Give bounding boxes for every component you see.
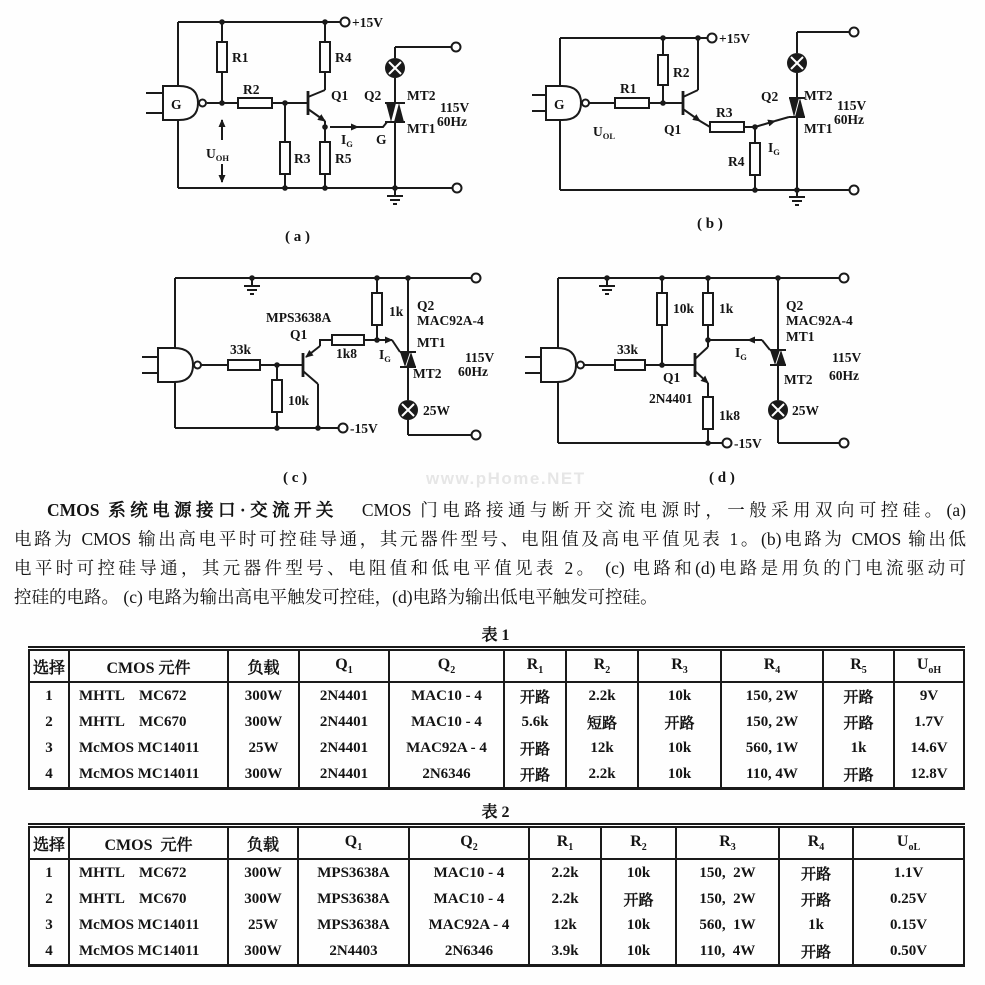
column-header xyxy=(721,649,823,683)
terminal xyxy=(850,28,859,37)
table-cell: 10k xyxy=(638,761,721,789)
table-cell: 1.1V xyxy=(853,859,964,886)
table-cell: 2N4401 xyxy=(299,682,389,709)
table-cell: 开路 xyxy=(779,859,853,886)
table-cell: 10k xyxy=(601,938,676,966)
resistor-r5 xyxy=(320,142,330,174)
circuit-d xyxy=(525,274,862,487)
table-cell: 4 xyxy=(45,942,53,959)
table-cell: 150, 2W xyxy=(721,682,823,709)
resistor-r4 xyxy=(320,42,330,72)
table-cell: 2.2k xyxy=(529,859,601,886)
table-cell: 开路 xyxy=(779,886,853,912)
table-cell: 0.50V xyxy=(853,938,964,966)
table-cell: MAC10 - 4 xyxy=(409,859,529,886)
resistor-r4 xyxy=(750,143,760,175)
table-cell: 2 xyxy=(45,713,53,730)
table-cell: 12k xyxy=(529,912,601,938)
table1-title: 表 1 xyxy=(481,627,510,644)
lamp-icon xyxy=(787,53,807,73)
terminal xyxy=(339,424,348,433)
description-paragraph xyxy=(14,496,966,612)
paragraph-text: 电平时可控硅导通，其元器件型号、电阻值和低电平值见表 2。 (c) 电路和(d)电路是用负的门电流驱动可 xyxy=(14,558,966,578)
column-header-text: R xyxy=(850,655,862,673)
header-row xyxy=(29,826,964,860)
r-1k8-label: 1k8 xyxy=(336,346,358,361)
column-header-text: U xyxy=(896,832,909,850)
triac-icon xyxy=(789,98,805,117)
circuit-b xyxy=(532,28,867,233)
mt1-label: MT1 xyxy=(407,121,436,136)
table-cell: 3.9k xyxy=(529,938,601,966)
ig-label: $I_G$ xyxy=(341,132,353,149)
gate-label: G xyxy=(554,97,565,112)
column-header-text: R xyxy=(763,655,776,673)
ac-voltage-label: 115V xyxy=(465,350,495,365)
table-cell: MPS3638A xyxy=(298,912,409,938)
paragraph-text: 控硅的电路。 (c) 电路为输出高电平触发可控硅，(d)电路为输出低电平触发可控硅。 xyxy=(14,587,658,607)
r-10k-label: 10k xyxy=(673,301,695,316)
lamp-icon xyxy=(768,400,788,420)
table-cell: 开路 xyxy=(601,886,676,912)
column-header-text: CMOS 元件 xyxy=(106,659,191,677)
resistor-r2 xyxy=(238,98,272,108)
table-cell: 10k xyxy=(638,735,721,761)
collector-wire xyxy=(308,90,325,97)
table-cell: MAC10 - 4 xyxy=(409,886,529,912)
column-header-text: R xyxy=(556,832,569,850)
column-header xyxy=(504,649,566,683)
table-cell: McMOS MC14011 xyxy=(69,912,228,938)
table-cell: 300W xyxy=(228,938,298,966)
table-cell: MAC10 - 4 xyxy=(389,709,504,735)
column-header xyxy=(601,826,676,860)
lamp-icon xyxy=(385,58,405,78)
table-row xyxy=(29,761,964,789)
r2-label: R2 xyxy=(673,65,690,80)
table-cell: 10k xyxy=(601,912,676,938)
table-row xyxy=(29,735,964,761)
ig-label: $I_G$ xyxy=(768,140,780,157)
column-header-text: R xyxy=(719,832,731,850)
table-1 xyxy=(28,646,965,790)
terminal xyxy=(708,34,717,43)
table-cell: 1k xyxy=(823,735,894,761)
column-header-text: Q xyxy=(335,655,348,673)
ac-freq-label: 60Hz xyxy=(437,114,467,129)
table-cell: 2N4401 xyxy=(299,761,389,789)
table-cell: 560, 1W xyxy=(721,735,823,761)
table-cell: 2N4403 xyxy=(298,938,409,966)
terminal xyxy=(472,431,481,440)
column-header xyxy=(228,649,299,683)
q1-part-label: 2N4401 xyxy=(649,391,693,406)
resistor-r3 xyxy=(710,122,744,132)
table-cell: 3 xyxy=(45,739,53,756)
caption-d: ( d ) xyxy=(709,470,735,486)
table-cell: 560, 1W xyxy=(676,912,779,938)
emitter-arrow xyxy=(308,109,325,121)
resistor-1k8 xyxy=(332,335,364,345)
table-2 xyxy=(28,823,965,967)
column-header xyxy=(529,826,601,860)
supply-label: -15V xyxy=(350,421,378,436)
table-cell: 开路 xyxy=(779,938,853,966)
resistor-1k xyxy=(703,293,713,325)
column-header-subscript: 3 xyxy=(682,665,688,677)
r3-label: R3 xyxy=(294,151,311,166)
circuit-c xyxy=(142,274,495,487)
table-cell: MAC92A - 4 xyxy=(389,735,504,761)
table-cell: 14.6V xyxy=(894,735,964,761)
column-header xyxy=(779,826,853,860)
table-cell: 3 xyxy=(45,916,53,933)
table-cell: 12k xyxy=(566,735,638,761)
q1-label: Q1 xyxy=(331,88,349,103)
column-header xyxy=(823,649,894,683)
inverter-bubble-icon xyxy=(582,100,589,107)
table-cell: MHTL MC670 xyxy=(69,709,228,735)
ig-label: $I_G$ xyxy=(379,347,391,364)
caption-a: ( a ) xyxy=(285,229,310,245)
supply-label: +15V xyxy=(719,31,750,46)
emitter-arrow xyxy=(683,109,700,121)
table-row xyxy=(29,938,964,966)
column-header-text: 选择 xyxy=(32,836,65,854)
column-header xyxy=(228,826,298,860)
triac-icon xyxy=(770,350,786,365)
column-header xyxy=(69,649,228,683)
table-row xyxy=(29,886,964,912)
table-cell: 开路 xyxy=(504,735,566,761)
column-header xyxy=(299,649,389,683)
circuit-a xyxy=(146,15,470,245)
column-header xyxy=(676,826,779,860)
r2-label: R2 xyxy=(243,82,260,97)
table-cell: MAC10 - 4 xyxy=(389,682,504,709)
column-header-text: R xyxy=(807,832,820,850)
table-cell: MAC92A - 4 xyxy=(409,912,529,938)
column-header-subscript: 1 xyxy=(347,665,353,677)
terminal xyxy=(452,43,461,52)
q2-part-label: MAC92A-4 xyxy=(417,313,484,328)
table-cell: 300W xyxy=(228,886,298,912)
q2-label: Q2 xyxy=(417,298,435,313)
column-header-subscript: 2 xyxy=(472,842,478,854)
table-cell: 12.8V xyxy=(894,761,964,789)
inverter-bubble-icon xyxy=(194,362,201,369)
column-header xyxy=(69,826,228,860)
supply-label: -15V xyxy=(734,436,762,451)
table-cell: McMOS MC14011 xyxy=(69,761,228,789)
column-header-text: Q xyxy=(437,655,451,673)
terminal xyxy=(723,439,732,448)
column-header-subscript: 1 xyxy=(568,842,574,854)
column-header-subscript: 1 xyxy=(538,665,544,677)
lamp-icon xyxy=(398,400,418,420)
mt1-label: MT1 xyxy=(417,335,446,350)
table-cell: 25W xyxy=(228,912,298,938)
table-cell: 9V xyxy=(894,682,964,709)
table-cell: 开路 xyxy=(504,682,566,709)
resistor-1k xyxy=(372,293,382,325)
table-cell: McMOS MC14011 xyxy=(69,735,228,761)
inverter-bubble-icon xyxy=(199,100,206,107)
table-cell: 300W xyxy=(228,761,299,789)
table-cell: 开路 xyxy=(638,709,721,735)
q2-label: Q2 xyxy=(786,298,804,313)
column-header-subscript: 3 xyxy=(730,842,736,854)
q1-label: Q1 xyxy=(290,327,308,342)
mt2-label: MT2 xyxy=(784,372,813,387)
table-cell: MHTL MC672 xyxy=(69,682,228,709)
table-row xyxy=(29,682,964,709)
q1-label: Q1 xyxy=(663,370,681,385)
q1-label: Q1 xyxy=(664,122,682,137)
paragraph-line xyxy=(14,554,966,583)
resistor-r2 xyxy=(658,55,668,85)
table-cell: 短路 xyxy=(566,709,638,735)
mt1-label: MT1 xyxy=(786,329,815,344)
q2-label: Q2 xyxy=(364,88,382,103)
table-row xyxy=(29,912,964,938)
supply-label: +15V xyxy=(352,15,383,30)
table-cell: 0.25V xyxy=(853,886,964,912)
table-cell: 300W xyxy=(228,682,299,709)
table-cell: 110, 4W xyxy=(676,938,779,966)
inverter-bubble-icon xyxy=(577,362,584,369)
terminal xyxy=(472,274,481,283)
table-cell: 1 xyxy=(45,687,53,704)
table-cell: McMOS MC14011 xyxy=(69,938,228,966)
table-cell: MPS3638A xyxy=(298,859,409,886)
terminal xyxy=(850,186,859,195)
resistor-r3 xyxy=(280,142,290,174)
table-cell: 2 xyxy=(45,890,53,907)
terminal xyxy=(840,439,849,448)
resistor-10k xyxy=(272,380,282,412)
table-cell: 25W xyxy=(228,735,299,761)
table-row xyxy=(29,859,964,886)
lamp-power-label: 25W xyxy=(792,403,819,418)
terminal xyxy=(840,274,849,283)
mt2-label: MT2 xyxy=(413,366,442,381)
table-cell: 150, 2W xyxy=(721,709,823,735)
ac-freq-label: 60Hz xyxy=(458,364,488,379)
resistor-10k xyxy=(657,293,667,325)
mt1-label: MT1 xyxy=(804,121,833,136)
paragraph-line xyxy=(14,583,966,612)
ac-voltage-label: 115V xyxy=(440,100,470,115)
table-cell: 300W xyxy=(228,859,298,886)
r-1k-label: 1k xyxy=(389,304,404,319)
table-cell: 0.15V xyxy=(853,912,964,938)
terminal xyxy=(453,184,462,193)
table-cell: 110, 4W xyxy=(721,761,823,789)
column-header xyxy=(298,826,409,860)
nand-gate-icon xyxy=(158,348,193,382)
column-header-subscript: 2 xyxy=(605,665,611,677)
uoh-label: $U_{OH}$ xyxy=(206,146,229,163)
gate-current-arrow xyxy=(755,121,775,127)
emitter-arrow xyxy=(306,346,320,357)
table2-title: 表 2 xyxy=(481,804,510,821)
table-cell: 1k xyxy=(779,912,853,938)
q2-label: Q2 xyxy=(761,89,779,104)
table-cell: 2.2k xyxy=(529,886,601,912)
triac-icon xyxy=(400,352,416,367)
ac-voltage-label: 115V xyxy=(832,350,862,365)
ac-freq-label: 60Hz xyxy=(829,368,859,383)
table-cell: MHTL MC672 xyxy=(69,859,228,886)
column-header xyxy=(894,649,964,683)
resistor-33k xyxy=(615,360,645,370)
column-header-subscript: 2 xyxy=(450,665,456,677)
gate-terminal-label: G xyxy=(376,132,387,147)
watermark: www.pHome.NET xyxy=(426,469,586,488)
mt2-label: MT2 xyxy=(407,88,436,103)
column-header-text: R xyxy=(593,655,606,673)
r1-label: R1 xyxy=(232,50,249,65)
r-33k-label: 33k xyxy=(230,342,252,357)
triac-icon xyxy=(385,103,405,122)
table-cell: 1.7V xyxy=(894,709,964,735)
table-cell: 1 xyxy=(45,864,53,881)
table-cell: 开路 xyxy=(504,761,566,789)
paragraph-line xyxy=(14,496,966,525)
column-header-subscript: 1 xyxy=(357,842,363,854)
caption-c: ( c ) xyxy=(283,470,308,486)
column-header-subscript: oL xyxy=(908,842,921,854)
column-header-subscript: 2 xyxy=(641,842,647,854)
lamp-power-label: 25W xyxy=(423,403,450,418)
table-cell: 开路 xyxy=(823,709,894,735)
table-cell: 10k xyxy=(601,859,676,886)
ac-freq-label: 60Hz xyxy=(834,112,864,127)
r-1k-label: 1k xyxy=(719,301,734,316)
r-33k-label: 33k xyxy=(617,342,639,357)
column-header-text: 负载 xyxy=(246,836,279,854)
r1-label: R1 xyxy=(620,81,637,96)
r-1k8-label: 1k8 xyxy=(719,408,741,423)
nand-gate-icon xyxy=(541,348,576,382)
r-10k-label: 10k xyxy=(288,393,310,408)
table-cell: 2N6346 xyxy=(389,761,504,789)
column-header-text: R xyxy=(526,655,539,673)
uol-label: $U_{OL}$ xyxy=(593,124,616,141)
q1-part-label: MPS3638A xyxy=(266,310,332,325)
table-cell: 5.6k xyxy=(504,709,566,735)
column-header-subscript: 4 xyxy=(819,842,825,854)
column-header-text: CMOS 元件 xyxy=(104,836,193,854)
table-cell: 10k xyxy=(638,682,721,709)
table-cell: 2.2k xyxy=(566,682,638,709)
table-cell: 2.2k xyxy=(566,761,638,789)
column-header-text: Q xyxy=(344,832,358,850)
table-cell: 开路 xyxy=(823,761,894,789)
column-header-subscript: oH xyxy=(928,665,942,677)
resistor-r1 xyxy=(217,42,227,72)
ac-voltage-label: 115V xyxy=(837,98,867,113)
r5-label: R5 xyxy=(335,151,352,166)
table-cell: 300W xyxy=(228,709,299,735)
terminal xyxy=(341,18,350,27)
table-row xyxy=(29,709,964,735)
resistor-33k xyxy=(228,360,260,370)
paragraph-lead: CMOS 系统电源接口·交流开关 xyxy=(47,500,338,520)
resistor-r1 xyxy=(615,98,649,108)
header-row xyxy=(29,649,964,683)
column-header xyxy=(29,826,69,860)
column-header-text: Q xyxy=(460,832,473,850)
table-cell: 4 xyxy=(45,765,53,782)
column-header xyxy=(566,649,638,683)
paragraph-text: CMOS 门电路接通与断开交流电源时，一般采用双向可控硅。(a) xyxy=(361,500,966,520)
column-header-text: 负载 xyxy=(247,659,280,677)
column-header-subscript: 4 xyxy=(775,665,781,677)
column-header xyxy=(638,649,721,683)
column-header-text: 选择 xyxy=(32,659,65,677)
column-header xyxy=(389,649,504,683)
table-cell: 2N6346 xyxy=(409,938,529,966)
table-cell: 150, 2W xyxy=(676,859,779,886)
mt2-label: MT2 xyxy=(804,88,833,103)
paragraph-line xyxy=(14,525,966,554)
column-header-text: U xyxy=(916,655,929,673)
paragraph-text: 电路为 CMOS 输出高电平时可控硅导通，其元器件型号、电阻值及高电平值见表 1。(b)电路为 CMOS 输出低 xyxy=(14,529,966,549)
column-header xyxy=(29,649,69,683)
column-header-text: R xyxy=(671,655,683,673)
caption-b: ( b ) xyxy=(697,216,723,232)
r4-label: R4 xyxy=(728,154,745,169)
column-header xyxy=(409,826,529,860)
table-cell: 2N4401 xyxy=(299,735,389,761)
q2-part-label: MAC92A-4 xyxy=(786,313,853,328)
table-cell: 150, 2W xyxy=(676,886,779,912)
resistor-1k8 xyxy=(703,397,713,429)
table-cell: MHTL MC670 xyxy=(69,886,228,912)
gate-label: G xyxy=(171,97,182,112)
column-header-text: R xyxy=(630,832,642,850)
r4-label: R4 xyxy=(335,50,352,65)
column-header-subscript: 5 xyxy=(861,665,867,677)
table-cell: 开路 xyxy=(823,682,894,709)
r3-label: R3 xyxy=(716,105,733,120)
table-cell: MPS3638A xyxy=(298,886,409,912)
emitter-arrow xyxy=(695,371,708,383)
column-header xyxy=(853,826,964,860)
ig-label: $I_G$ xyxy=(735,345,747,362)
table-cell: 2N4401 xyxy=(299,709,389,735)
